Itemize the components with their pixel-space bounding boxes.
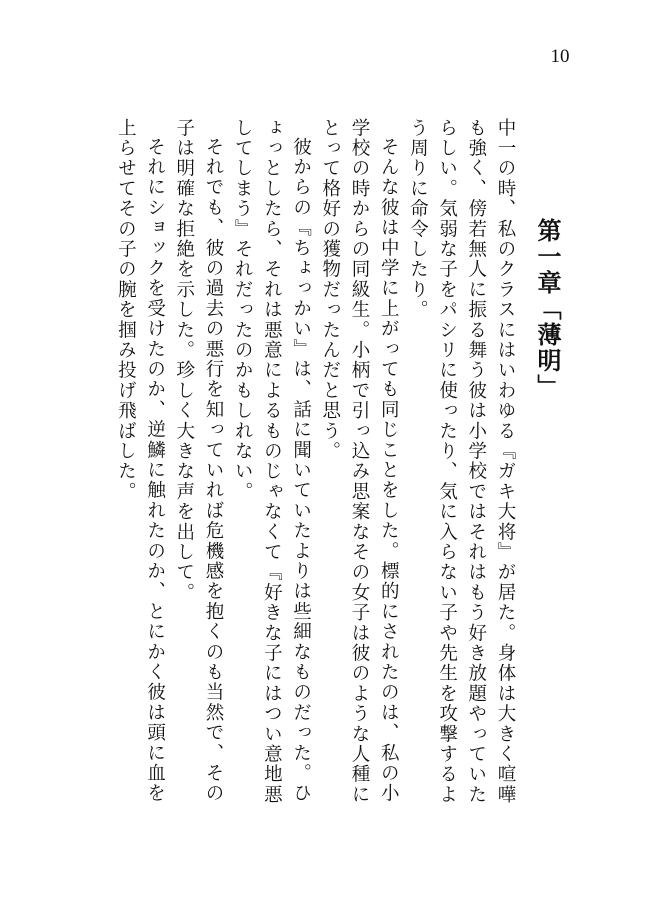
body-text [108, 118, 520, 818]
paragraph: 彼からの『ちょっかい』は、話に聞いていたよりは些細なものだった。ひょっとしたら、それは悪意によるものじゃなくて『好きな子にはつい意地悪してしまう』それだったのかもしれない。 [232, 118, 312, 805]
paragraph: それにショックを受けたのか、逆鱗に触れたのか、とにかく彼は頭に血を上らせてその子の腕を掴み投げ飛ばした。 [115, 118, 166, 804]
paragraph: そんな彼は中学に上がっても同じことをした。標的にされたのは、私の小学校の時からの同級生。小柄で引っ込み思案なその女子は彼のような人種にとって格好の獲物だったんだと思う。 [319, 118, 400, 805]
paragraph: 中一の時、私のクラスにはいわゆる『ガキ大将』が居た。身体は大きく喧嘩も強く、傍若無人に振る舞う彼は小学校ではそれはもう好き放題やっていたらしい。気弱な子をパシリに使ったり、気に入らない子や先生を攻撃するよう周りに命令したり。 [407, 118, 516, 805]
paragraph: それでも、彼の過去の悪行を知っていれば危機感を抱くのも当然で、その子は明確な拒絶を示した。珍しく大きな声を出して。 [173, 118, 224, 804]
chapter-title: 第一章「薄明」 [533, 218, 562, 400]
page-number: 10 [550, 46, 570, 67]
